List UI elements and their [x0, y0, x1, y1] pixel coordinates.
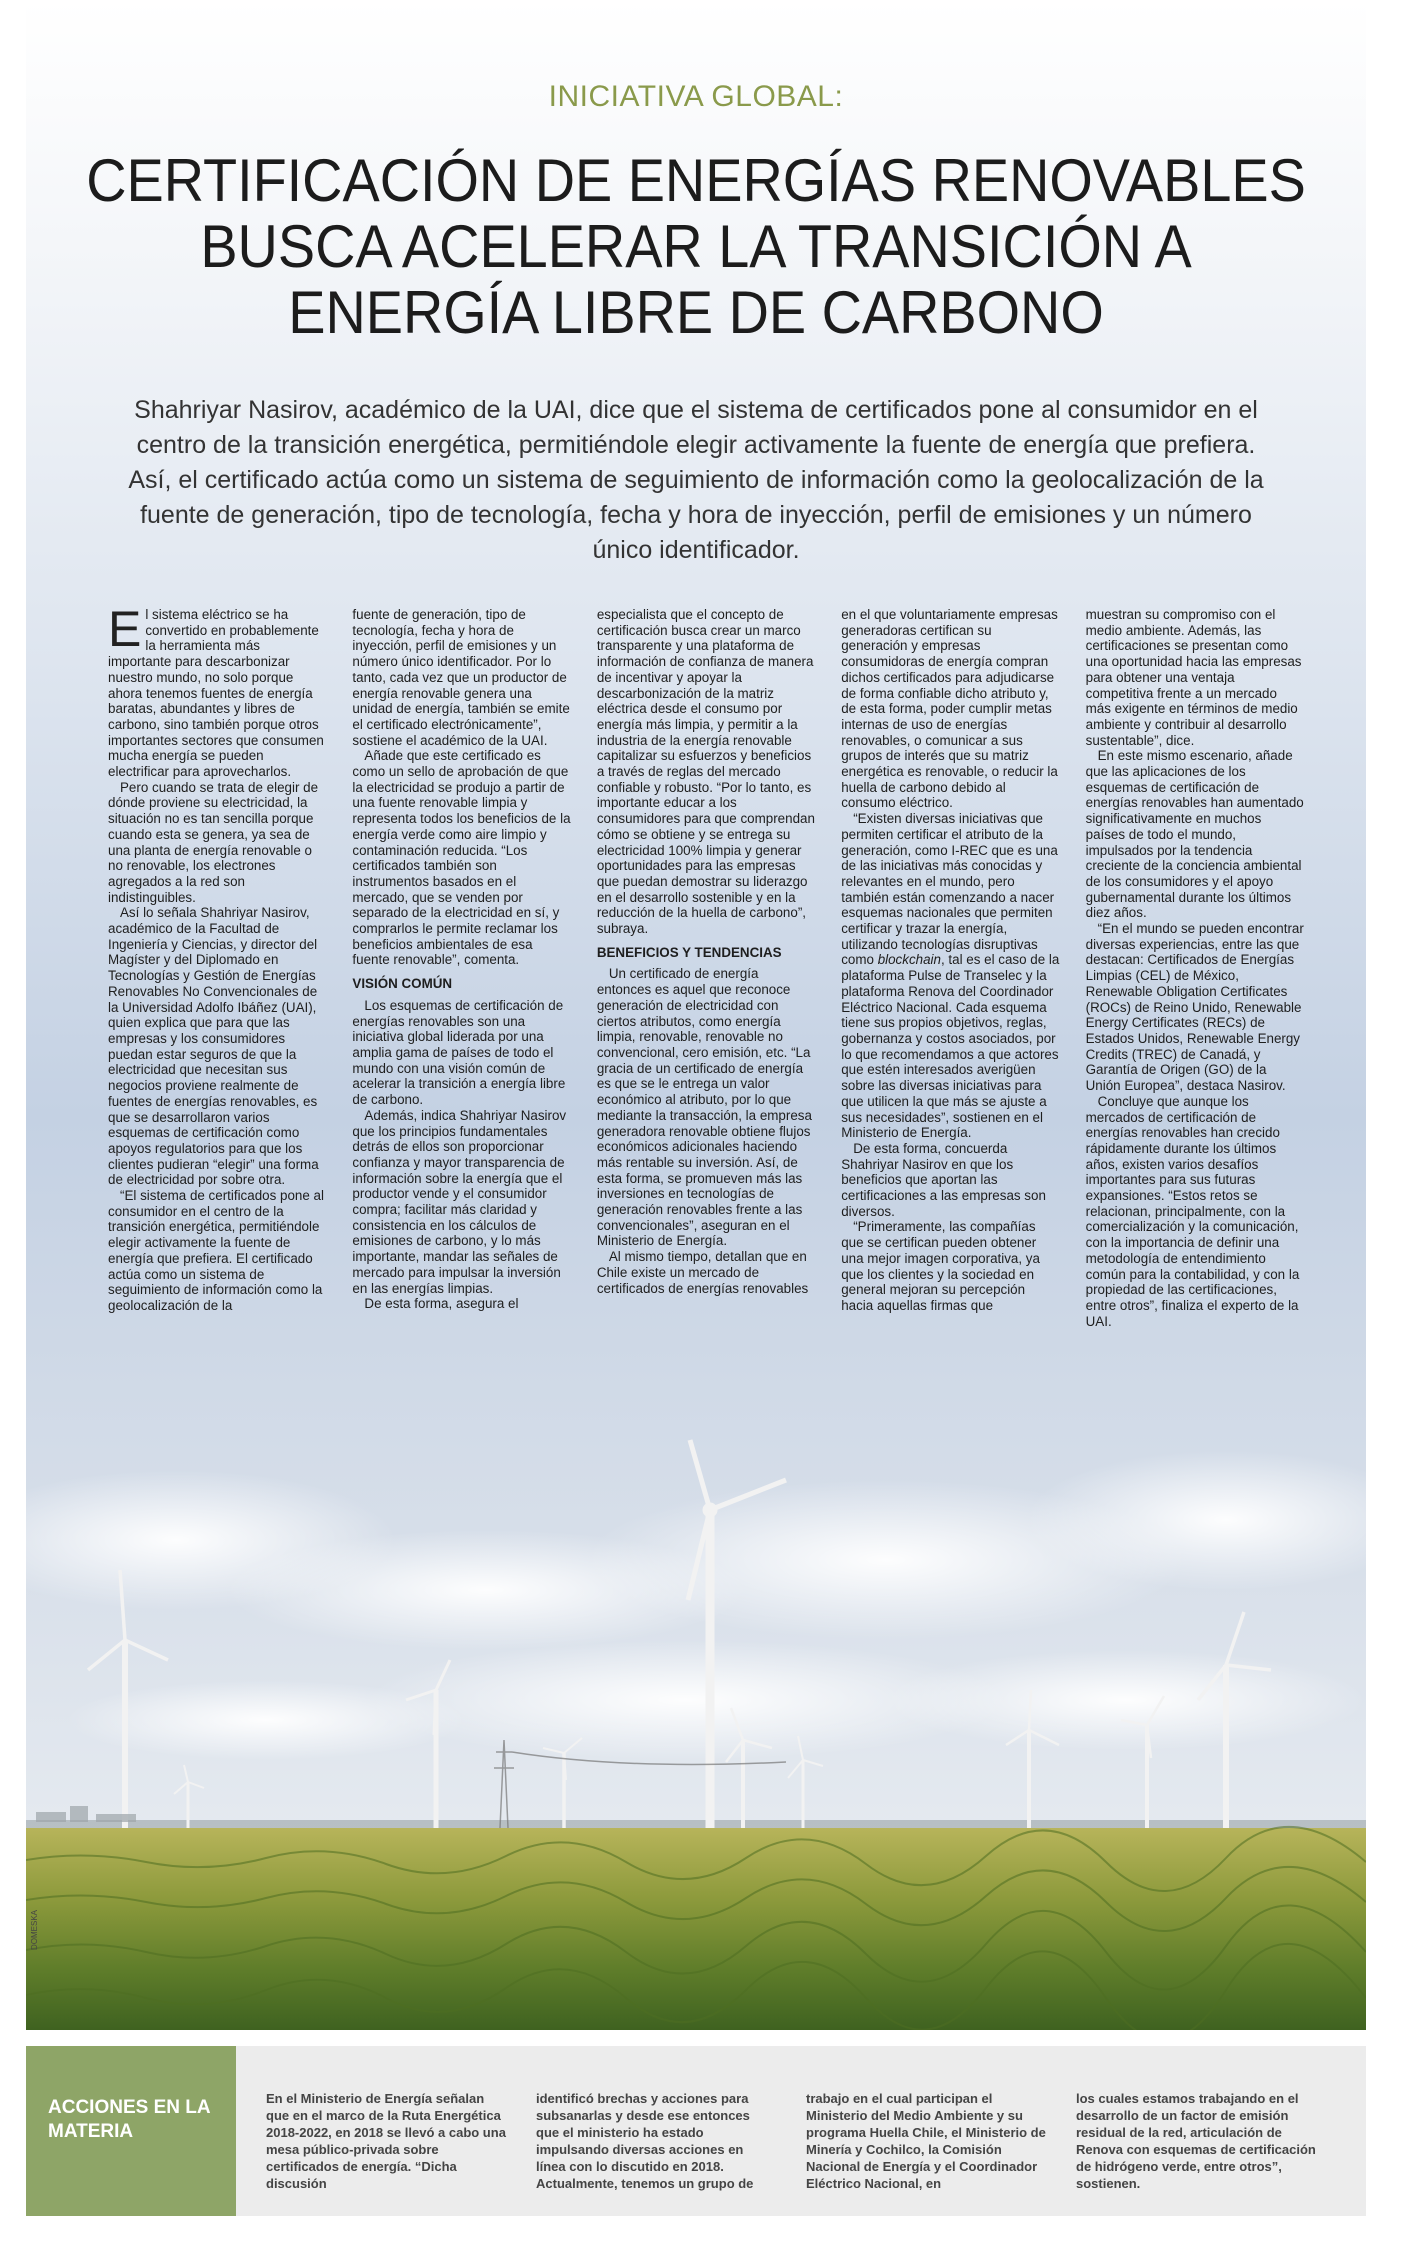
article-paragraph: en el que voluntariamente empresas generadoras certifican su generación y empresas consumidoras de energía compran dichos certificados para adjudicarse de forma confiable dicho atributo y, de esta forma, poder cumplir metas internas de uso de energías renovables, o comunicar a sus grupos de interés que su matriz energética es renovable, o reducir la huella de carbono debido al consumo eléctrico. [841, 607, 1058, 811]
headline-line-3: ENERGÍA LIBRE DE CARBONO [288, 279, 1104, 346]
article-paragraph: especialista que el concepto de certificación busca crear un marco transparente y una plataforma de información de confianza de manera de incentivar y apoyar la descarbonización de la matriz eléctrica desde el consumo por energía más limpia, y permitir a la industria de la energía renovable capitalizar su esfuerzos y beneficios a través de reglas del mercado confiable y robusto. “Por lo tanto, es importante educar a los consumidores para que comprendan cómo se obtiene y se entrega su electricidad 100% limpia y generar oportunidades para las empresas que puedan demostrar su liderazgo en el desarrollo sostenible y en la reducción de la huella de carbono”, subraya. [596, 607, 815, 937]
sidebar-columns [266, 2090, 1346, 2192]
article-paragraph: Los esquemas de certificación de energías renovables son una iniciativa global liderada por una amplia gama de países de todo el mundo con una visión común de acelerar la transición a energía libre de carbono. [352, 997, 566, 1108]
headline-line-1: CERTIFICACIÓN DE ENERGÍAS RENOVABLES [86, 147, 1306, 214]
sidebar-tag-label: ACCIONES EN LA MATERIA [48, 2097, 210, 2142]
emphasis-text: blockchain [877, 952, 941, 968]
paragraph-text: “Existen diversas iniciativas que permiten certificar el atributo de la generación, como I-REC que es una de las iniciativas más conocidas y relevantes en el mundo, pero también están comenzando a nacer esquemas nacionales que permiten certificar y trazar la energía, utilizando tecnologías disruptivas como [841, 811, 1058, 968]
article-column-4 [841, 607, 1059, 1329]
article-paragraph: “En el mundo se pueden encontrar diversas experiencias, entre las que destacan: Certificados de Energías Limpias (CEL) de México, Renewable Obligation Certificates (ROCs) de Reino Unido, Renewable Energy Certificates (RECs) de Estados Unidos, Renewable Energy Credits (TREC) de Canadá, y Garantía de Origen (GO) de la Unión Europea”, destaca Nasirov. [1085, 921, 1304, 1094]
article-column-2 [352, 607, 570, 1329]
kicker: INICIATIVA GLOBAL: [548, 80, 844, 113]
headline-line-2: BUSCA ACELERAR LA TRANSICIÓN A [200, 213, 1192, 280]
paragraph-text: l sistema eléctrico se ha convertido en probablemente la herramienta más importante para descarbonizar nuestro mundo, no solo porque ahora tenemos fuentes de energía baratas, abundantes y libres de carbono, sino también porque otros importantes sectores que consumen mucha energía se pueden electrificar para aprovecharlos. [108, 607, 324, 780]
drop-cap: E [108, 601, 142, 657]
article-paragraph [841, 811, 1059, 1141]
section-heading: VISIÓN COMÚN [352, 976, 453, 992]
article-paragraph: “Primeramente, las compañías que se certifican pueden obtener una mejor imagen corporativa, ya que los clientes y la sociedad en general mejoran su percepción hacia aquellas firmas que [841, 1219, 1040, 1313]
article-column-1 [108, 601, 326, 1329]
sidebar-column-3: trabajo en el cual participan el Ministerio del Medio Ambiente y su programa Huella Chile, el Ministerio de Minería y Cochilco, la Comisión Nacional de Energía y el Coordinador Eléctrico Nacional, en [806, 2091, 1046, 2191]
article-paragraph: Así lo señala Shahriyar Nasirov, académico de la Facultad de Ingeniería y Ciencias, y director del Magíster y del Diplomado en Tecnologías y Gestión de Energías Renovables No Convencionales de la Universidad Adolfo Ibáñez (UAI), quien explica que para que las empresas y los consumidores puedan estar seguros de que la electricidad que necesitan sus negocios proviene realmente de fuentes de energías renovables, es que se desarrollaron varios esquemas de certificación como apoyos regulatorios para que los clientes pudieran “elegir” una forma de electricidad por sobre otra. [108, 905, 319, 1188]
section-heading: BENEFICIOS Y TENDENCIAS [596, 944, 782, 960]
article-paragraph: fuente de generación, tipo de tecnología, fecha y hora de inyección, perfil de emisiones y un número único identificador. Por lo tanto, cada vez que un productor de energía renovable genera una unidad de energía, también se emite el certificado electrónicamente”, sostiene el académico de la UAI. [352, 607, 570, 748]
article-paragraph: “El sistema de certificados pone al consumidor en el centro de la transición energética, permitiéndole elegir activamente la fuente de energía que prefiera. El certificado actúa como un sistema de seguimiento de información como la geolocalización de la [108, 1188, 324, 1313]
article-column-5 [1086, 607, 1304, 1329]
sidebar-column-4: los cuales estamos trabajando en el desarrollo de un factor de emisión residual de la red, articulación de Renova con esquemas de certificación de hidrógeno verde, entre otros”, sostienen. [1076, 2091, 1316, 2191]
article-paragraph: Añade que este certificado es como un sello de aprobación de que la electricidad se produjo a partir de una fuente renovable limpia y representa todos los beneficios de la energía verde como aire limpio y contaminación reducida. “Los certificados también son instrumentos basados en el mercado, que se venden por separado de la electricidad en sí, y comprarlos le permite reclamar los beneficios ambientales de esa fuente renovable”, comenta. [352, 748, 571, 968]
newspaper-page [26, 0, 1366, 2255]
article-paragraph: De esta forma, asegura el [364, 1296, 519, 1312]
lead-paragraph: Shahriyar Nasirov, académico de la UAI, dice que el sistema de certificados pone al consumidor en el centro de la transición energética, permitiéndole elegir activamente la fuente de energía que prefiera. Así, el certificado actúa como un sistema de seguimiento de información como la geolocalización de la fuente de generación, tipo de tecnología, fecha y hora de inyección, perfil de emisiones y un número único identificador. [128, 396, 1264, 564]
article-body [108, 601, 1304, 1329]
sidebar-tag [26, 2046, 236, 2216]
article-paragraph [108, 601, 326, 780]
article-paragraph: Al mismo tiempo, detallan que en Chile existe un mercado de certificados de energías renovables [596, 1249, 809, 1296]
paragraph-text: , tal es el caso de la plataforma Pulse de Transelec y la plataforma Renova del Coordinador Eléctrico Nacional. Cada esquema tiene sus propios objetivos, reglas, gobernanza y costos asociados, por lo que recomendamos a que actores que estén interesados averigüen sobre las diversas iniciativas para que utilicen la que más se ajuste a sus necesidades”, sostienen en el Ministerio de Energía. [841, 952, 1060, 1141]
article-paragraph: En este mismo escenario, añade que las aplicaciones de los esquemas de certificación de energías renovables han aumentado significativamente en muchos países de todo el mundo, impulsados por la tendencia creciente de la conciencia ambiental de los consumidores y el apoyo gubernamental durante los últimos diez años. [1085, 748, 1304, 921]
headline [73, 148, 1319, 346]
sidebar-box [26, 2046, 1366, 2216]
photo-credit: DOMESKA [30, 1909, 39, 1950]
article-paragraph: De esta forma, concuerda Shahriyar Nasirov en que los beneficios que aportan las certificaciones a las empresas son diversos. [841, 1140, 1046, 1219]
article-paragraph: Concluye que aunque los mercados de certificación de energías renovables han crecido rápidamente durante los últimos años, existen varios desafíos importantes para sus futuras expansiones. “Estos retos se relacionan, principalmente, con la comercialización y la comunicación, con la importancia de definir una metodología de entendimiento común para la contabilidad, y con la propiedad de las certificaciones, entre otros”, finaliza el experto de la UAI. [1085, 1093, 1300, 1329]
article-paragraph: Pero cuando se trata de elegir de dónde proviene su electricidad, la situación no es tan sencilla porque cuando esta se genera, ya sea de una planta de energía renovable o no renovable, los electrones agregados a la red son indistinguibles. [108, 779, 319, 905]
sidebar-column-2: identificó brechas y acciones para subsanarlas y desde ese entonces que el ministerio ha estado impulsando diversas acciones en línea con lo discutido en 2018. Actualmente, tenemos un grupo de [536, 2091, 754, 2191]
article-paragraph: muestran su compromiso con el medio ambiente. Además, las certificaciones se presentan como una oportunidad hacia las empresas para obtener una ventaja competitiva frente a un mercado más exigente en términos de medio ambiente y contribuir al desarrollo sustentable”, dice. [1085, 607, 1302, 748]
article-paragraph: Además, indica Shahriyar Nasirov que los principios fundamentales detrás de ellos son proporcionar confianza y mayor transparencia de información sobre la energía que el productor vende y el consumidor compra; facilitar más claridad y consistencia en los cálculos de emisiones de carbono, y lo más importante, mandar las señales de mercado para impulsar la inversión en las energías limpias. [352, 1107, 567, 1296]
article-paragraph: Un certificado de energía entonces es aquel que reconoce generación de electricidad con ciertos atributos, como energía limpia, renovable, renovable no convencional, cero emisión, etc. “La gracia de un certificado de energía es que se le entrega un valor económico al atributo, por lo que mediante la transacción, la empresa generadora renovable obtiene flujos económicos adicionales haciendo más rentable su inversión. Así, de esta forma, se promueven más las inversiones en tecnologías de generación renovables frente a las convencionales”, aseguran en el Ministerio de Energía. [596, 966, 812, 1249]
sidebar-column-1: En el Ministerio de Energía señalan que en el marco de la Ruta Energética 2018-2022, en 2018 se llevó a cabo una mesa público-privada sobre certificados de energía. “Dicha discusión [266, 2091, 506, 2191]
article-column-3 [597, 607, 815, 1329]
